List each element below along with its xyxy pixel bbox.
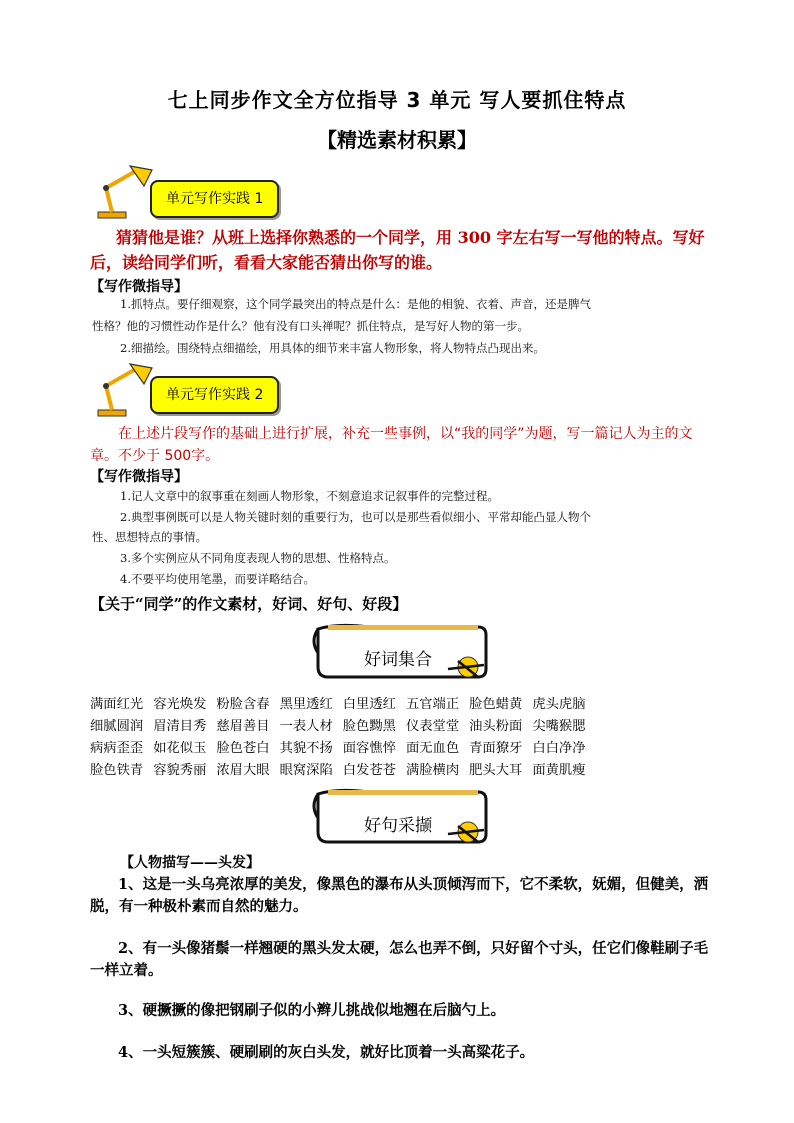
sentence-item: 3、硬撅撅的像把钢刷子似的小辫儿挑战似地翘在后脑勺上。 <box>118 1002 506 1019</box>
word: 一表人材 <box>279 719 333 734</box>
practice2-guide-item: 2.典型事例既可以是人物关键时刻的重要行为，也可以是那些看似细小、平常却能凸显人物个 <box>120 510 591 524</box>
practice2-guide-item: 1.记人文章中的叙事重在刻画人物形象，不刻意追求记叙事件的完整过程。 <box>120 489 499 503</box>
practice2-guide-heading: 【写作微指导】 <box>90 469 188 485</box>
practice1-guide-item: 性格？他的习惯性动作是什么？他有没有口头禅呢？抓住特点，是写好人物的第一步。 <box>92 319 529 333</box>
word-row <box>90 694 596 716</box>
word: 慈眉善目 <box>216 719 270 734</box>
word: 脸色黝黑 <box>342 719 396 734</box>
word: 满面红光 <box>90 697 144 712</box>
word: 仪表堂堂 <box>405 719 460 734</box>
sentence-item: 2、有一头像猪鬃一样翘硬的黑头发太硬，怎么也弄不倒，只好留个寸头，任它们像鞋刷子毛一样立着。 <box>90 940 709 979</box>
sentences-banner-label: 好句采撷 <box>364 816 432 836</box>
word-row <box>90 760 596 782</box>
words-banner-label: 好词集合 <box>364 650 432 670</box>
practice2-guide-item: 3.多个实例应从不同角度表现人物的思想、性格特点。 <box>120 551 396 565</box>
word: 浓眉大眼 <box>216 763 270 778</box>
practice1-guide-item: 1.抓特点。要仔细观察，这个同学最突出的特点是什么：是他的相貌、衣着、声音，还是脾气 <box>120 297 591 311</box>
practice1-guide-item: 2.细描绘。围绕特点细描绘，用具体的细节来丰富人物形象，将人物特点凸现出来。 <box>120 341 545 355</box>
word: 容光焕发 <box>153 697 207 712</box>
word: 油头粉面 <box>469 719 523 734</box>
word: 细腻圆润 <box>90 719 144 734</box>
practice1-badge: 单元写作实践 1 <box>150 180 279 218</box>
word-row <box>90 738 596 760</box>
word: 病病歪歪 <box>90 741 144 756</box>
word: 满脸横肉 <box>405 763 460 778</box>
sentences-heading: 【人物描写——头发】 <box>120 855 260 871</box>
word-row <box>90 716 596 738</box>
word: 尖嘴猴腮 <box>532 719 586 734</box>
practice2-guide-item: 4.不要平均使用笔墨，而要详略结合。 <box>120 572 315 586</box>
word: 脸色蜡黄 <box>469 697 523 712</box>
word: 脸色苍白 <box>216 741 270 756</box>
materials-heading: 【关于“同学”的作文素材，好词、好句、好段】 <box>90 595 408 613</box>
word: 脸色铁青 <box>90 763 144 778</box>
page-title: 七上同步作文全方位指导 3 单元 写人要抓住特点 <box>167 88 627 112</box>
word: 容貌秀丽 <box>153 763 207 778</box>
word: 白发苍苍 <box>342 763 396 778</box>
practice2-guide-item: 性、思想特点的事情。 <box>92 530 207 544</box>
practice1-prompt: 猜猜他是谁？从班上选择你熟悉的一个同学，用 300 字左右写一写他的特点。写好后，读给同学们听，看看大家能否猜出你写的谁。 <box>90 228 705 272</box>
word: 如花似玉 <box>153 741 207 756</box>
word: 虎头虎脑 <box>532 697 586 712</box>
word: 白白净净 <box>532 741 586 756</box>
word: 面容憔悴 <box>342 741 396 756</box>
practice2-prompt: 在上述片段写作的基础上进行扩展，补充一些事例，以“我的同学”为题，写一篇记人为主的文章。不少于 500字。 <box>90 426 693 464</box>
word: 其貌不扬 <box>279 741 333 756</box>
sentence-item: 4、一头短簇簇、硬刷刷的灰白头发，就好比顶着一头高粱花子。 <box>118 1044 535 1061</box>
sentence-item: 1、这是一头乌亮浓厚的美发，像黑色的瀑布从头顶倾泻而下，它不柔软，妩媚，但健美，洒脱，有一种极朴素而自然的魅力。 <box>90 876 709 915</box>
practice2-badge: 单元写作实践 2 <box>150 376 279 414</box>
word: 粉脸含春 <box>216 697 270 712</box>
word: 眼窝深陷 <box>279 763 333 778</box>
word: 面无血色 <box>405 741 460 756</box>
word: 肥头大耳 <box>469 763 523 778</box>
word: 白里透红 <box>342 697 396 712</box>
word: 面黄肌瘦 <box>532 763 586 778</box>
word: 五官端正 <box>405 697 460 712</box>
practice1-guide-heading: 【写作微指导】 <box>90 279 188 295</box>
page-subtitle: 【精选素材积累】 <box>317 128 477 152</box>
word: 黑里透红 <box>279 697 333 712</box>
word: 眉清目秀 <box>153 719 207 734</box>
word: 青面獠牙 <box>469 741 523 756</box>
